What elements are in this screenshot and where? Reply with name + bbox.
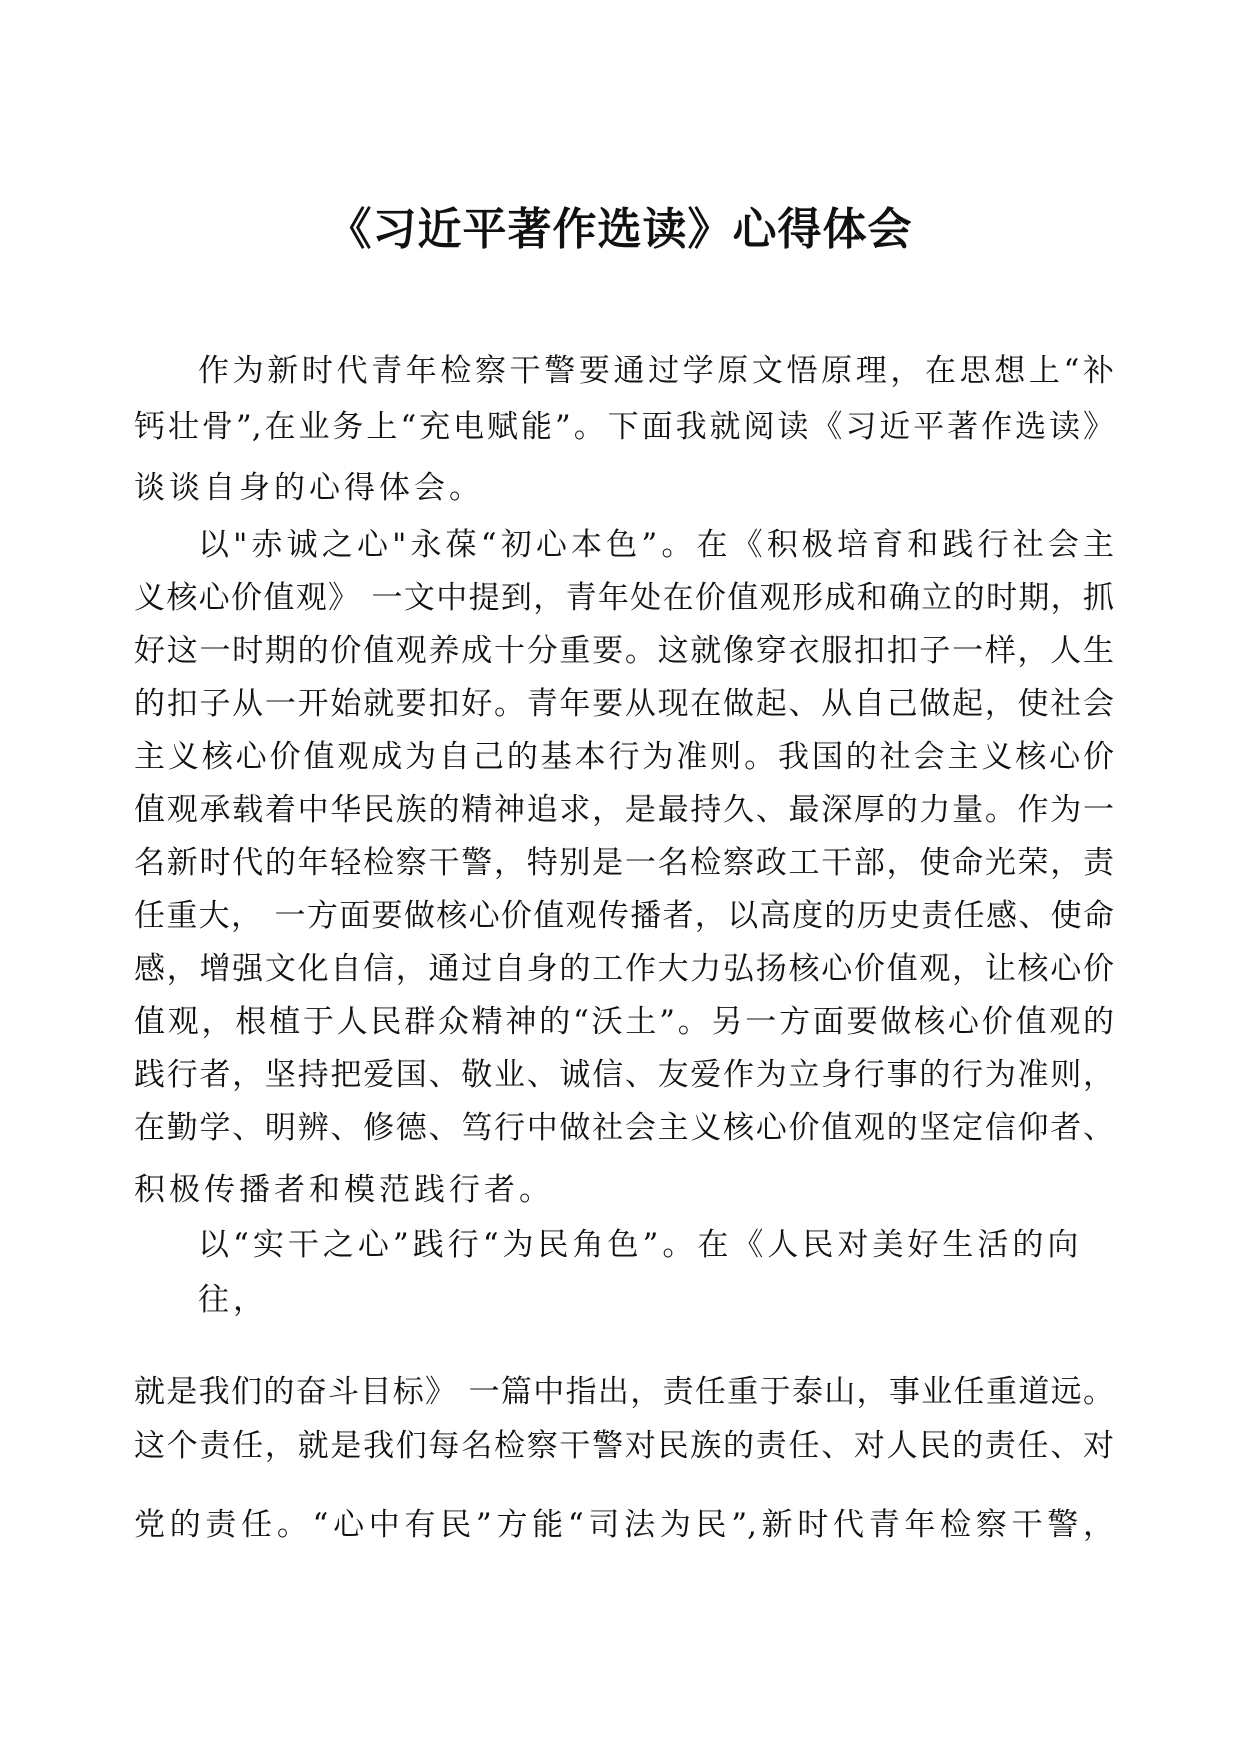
paragraph-line: 钙壮骨”,在业务上“充电赋能”。下面我就阅读《习近平著作选读》 (134, 409, 1114, 445)
paragraph-line: 好这一时期的价值观养成十分重要。这就像穿衣服扣扣子一样，人生 (134, 633, 1114, 669)
paragraph-line: 谈谈自身的心得体会。 (134, 470, 484, 506)
paragraph-line: 主义核心价值观成为自己的基本行为准则。我国的社会主义核心价 (134, 739, 1114, 775)
page-title: 《习近平著作选读》心得体会 (327, 204, 913, 255)
paragraph-line: 值观，根植于人民群众精神的“沃土”。另一方面要做核心价值观的 (134, 1004, 1114, 1040)
paragraph-line: 感，增强文化自信，通过自身的工作大力弘扬核心价值观，让核心价 (134, 951, 1114, 987)
paragraph-line: 这个责任，就是我们每名检察干警对民族的责任、对人民的责任、对 (134, 1428, 1114, 1464)
paragraph-line: 党的责任。“心中有民”方能“司法为民”,新时代青年检察干警， (134, 1507, 1114, 1543)
paragraph-line: 任重大， 一方面要做核心价值观传播者，以高度的历史责任感、使命 (134, 898, 1114, 934)
paragraph-line: 就是我们的奋斗目标》 一篇中指出，责任重于泰山，事业任重道远。 (134, 1374, 1114, 1410)
paragraph-line: 以"赤诚之心"永葆“初心本色”。在《积极培育和践行社会主 (198, 527, 1114, 563)
paragraph-line: 践行者，坚持把爱国、敬业、诚信、友爱作为立身行事的行为准则， (134, 1057, 1114, 1093)
paragraph-line: 以“实干之心”践行“为民角色”。在《人民对美好生活的向 (198, 1227, 1083, 1263)
paragraph-line: 义核心价值观》 一文中提到，青年处在价值观形成和确立的时期，抓 (134, 580, 1114, 616)
paragraph-line: 积极传播者和模范践行者。 (134, 1172, 554, 1208)
paragraph-line: 名新时代的年轻检察干警，特别是一名检察政工干部，使命光荣，责 (134, 845, 1114, 881)
paragraph-line: 值观承载着中华民族的精神追求，是最持久、最深厚的力量。作为一 (134, 792, 1114, 828)
paragraph-line: 往， (198, 1282, 268, 1318)
paragraph-line: 作为新时代青年检察干警要通过学原文悟原理，在思想上“补 (198, 353, 1114, 389)
paragraph-line: 在勤学、明辨、修德、笃行中做社会主义核心价值观的坚定信仰者、 (134, 1110, 1114, 1146)
paragraph-line: 的扣子从一开始就要扣好。青年要从现在做起、从自己做起，使社会 (134, 686, 1114, 722)
